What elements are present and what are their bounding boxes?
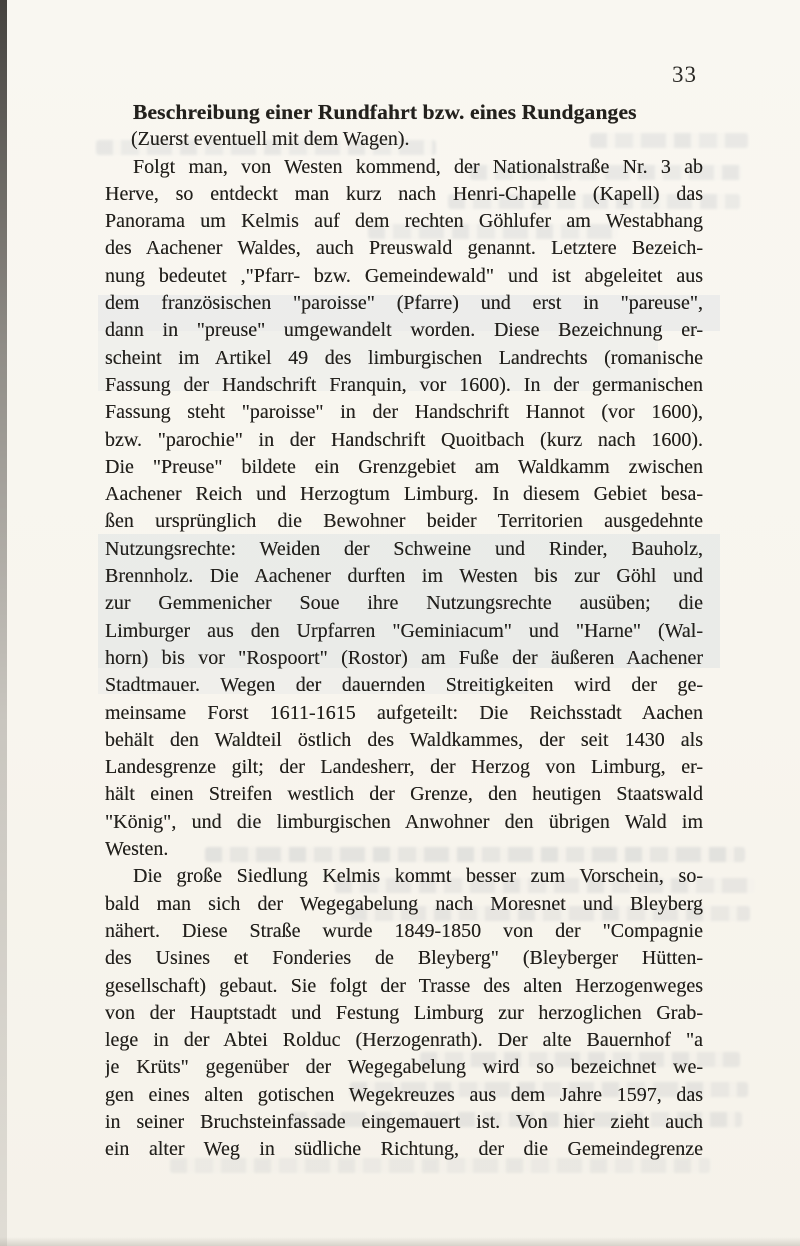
scan-edge-shadow-bottom xyxy=(0,1237,800,1246)
text-line: Herve, so entdeckt man kurz nach Henri-Chapelle (Kapell) das xyxy=(105,182,703,205)
text-line: dann in "preuse" umgewandelt worden. Diese Bezeichnung er- xyxy=(105,319,703,342)
text-line: scheint im Artikel 49 des limburgischen Landrechts (romanische xyxy=(105,346,703,369)
paragraph xyxy=(105,863,703,1163)
paragraph xyxy=(105,154,703,864)
text-line: Brennholz. Die Aachener durften im Westen bis zur Göhl und xyxy=(105,565,703,588)
text-line: nähert. Diese Straße wurde 1849-1850 von der "Compagnie xyxy=(105,919,703,942)
text-line: ßen ursprünglich die Bewohner beider Territorien ausgedehnte xyxy=(105,510,703,533)
text-line: des Aachener Waldes, auch Preuswald genannt. Letztere Bezeich- xyxy=(105,237,703,260)
text-line: Folgt man, von Westen kommend, der Nationalstraße Nr. 3 ab xyxy=(133,155,703,178)
text-line: Aachener Reich und Herzogtum Limburg. In diesem Gebiet besa- xyxy=(105,483,703,506)
text-line: behält den Waldteil östlich des Waldkammes, der seit 1430 als xyxy=(105,728,703,751)
text-line: Die große Siedlung Kelmis kommt besser zum Vorschein, so- xyxy=(133,865,703,888)
text-line: "König", und die limburgischen Anwohner den übrigen Wald im xyxy=(105,810,703,833)
text-line: nung bedeutet ,"Pfarr- bzw. Gemeindewald" und ist abgeleitet aus xyxy=(105,264,703,287)
section-title: Beschreibung einer Rundfahrt bzw. eines Rundganges xyxy=(133,100,637,124)
text-line: zur Gemmenicher Soue ihre Nutzungsrechte ausüben; die xyxy=(105,592,703,615)
text-line: je Krüts" gegenüber der Wegegabelung wird so bezeichnet we- xyxy=(105,1056,703,1079)
scan-edge-shadow-left xyxy=(0,0,7,1246)
text-line: Westen. xyxy=(105,838,169,861)
text-line: dem französischen "paroisse" (Pfarre) und erst in "pareuse", xyxy=(105,292,703,315)
page-number: 33 xyxy=(672,62,697,87)
text-line: des Usines et Fonderies de Bleyberg" (Bleyberger Hütten- xyxy=(105,947,703,970)
text-line: gen eines alten gotischen Wegekreuzes aus dem Jahre 1597, das xyxy=(105,1083,703,1106)
text-line: Fassung steht "paroisse" in der Handschrift Hannot (vor 1600), xyxy=(105,401,703,424)
text-line: Die "Preuse" bildete ein Grenzgebiet am Waldkamm zwischen xyxy=(105,455,703,478)
text-line: Landesgrenze gilt; der Landesherr, der Herzog von Limburg, er- xyxy=(105,756,703,779)
text-line: von der Hauptstadt und Festung Limburg zur herzoglichen Grab- xyxy=(105,1001,703,1024)
text-line: horn) bis vor "Rospoort" (Rostor) am Fuße der äußeren Aachener xyxy=(105,646,703,669)
text-line: bzw. "parochie" in der Handschrift Quoitbach (kurz nach 1600). xyxy=(105,428,703,451)
text-line: Limburger aus den Urpfarren "Geminiacum" und "Harne" (Wal- xyxy=(105,619,703,642)
text-line: ein alter Weg in südliche Richtung, der die Gemeindegrenze xyxy=(105,1138,703,1161)
text-line: meinsame Forst 1611-1615 aufgeteilt: Die Reichsstadt Aachen xyxy=(105,701,703,724)
section-subtitle: (Zuerst eventuell mit dem Wagen). xyxy=(131,128,410,151)
text-line: Stadtmauer. Wegen der dauernden Streitigkeiten wird der ge- xyxy=(105,674,703,697)
text-line: Fassung der Handschrift Franquin, vor 1600). In der germanischen xyxy=(105,373,703,396)
text-line: bald man sich der Wegegabelung nach Moresnet und Bleyberg xyxy=(105,892,703,915)
text-line: Panorama um Kelmis auf dem rechten Göhlufer am Westabhang xyxy=(105,210,703,233)
text-block xyxy=(105,99,703,1164)
body-text xyxy=(105,154,703,1164)
text-line: hält einen Streifen westlich der Grenze, den heutigen Staatswald xyxy=(105,783,703,806)
text-line: Nutzungsrechte: Weiden der Schweine und Rinder, Bauholz, xyxy=(105,537,703,560)
text-line: lege in der Abtei Rolduc (Herzogenrath). Der alte Bauernhof "a xyxy=(105,1029,703,1052)
text-line: in seiner Bruchsteinfassade eingemauert ist. Von hier zieht auch xyxy=(105,1110,703,1133)
text-line: gesellschaft) gebaut. Sie folgt der Trasse des alten Herzogenweges xyxy=(105,974,703,997)
